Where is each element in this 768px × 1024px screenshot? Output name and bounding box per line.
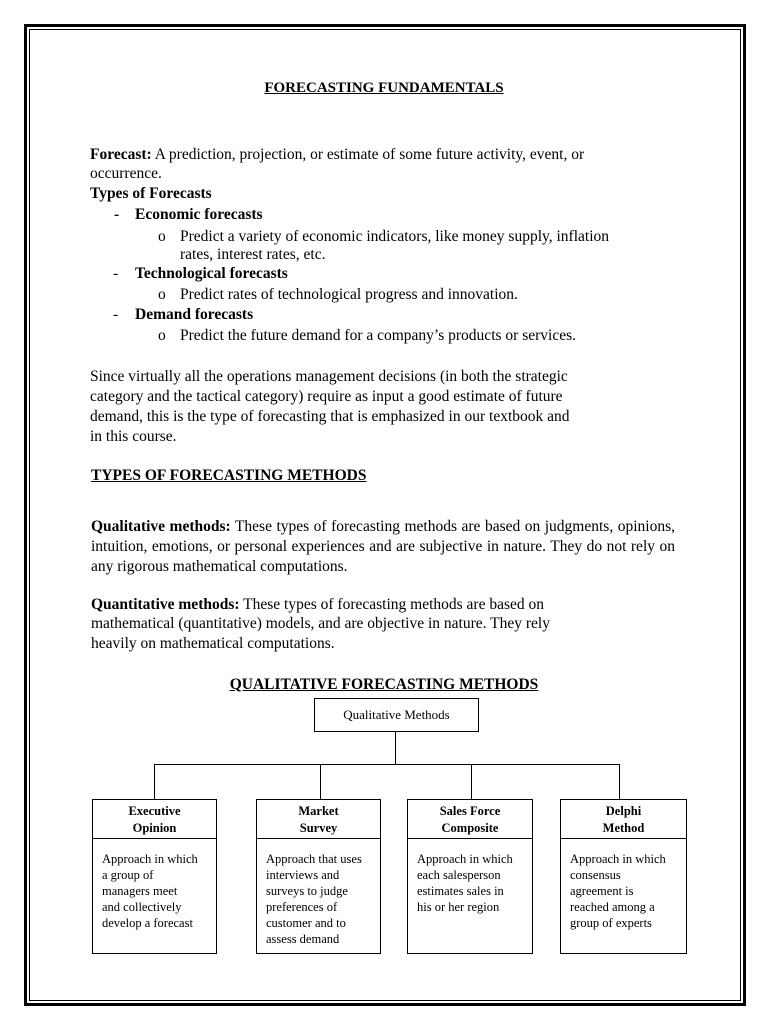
executive-opinion-desc-box: [92, 838, 217, 954]
market-survey-desc-line: assess demand: [266, 932, 340, 946]
since-paragraph-line2: category and the tactical category) require as input a good estimate of future: [90, 388, 563, 405]
executive-opinion-desc-line: a group of: [102, 868, 154, 882]
connector-child-1: [154, 764, 155, 799]
quantitative-line3: heavily on mathematical computations.: [91, 635, 335, 652]
delphi-method-title-box: [560, 799, 687, 839]
diagram-heading: QUALITATIVE FORECASTING METHODS: [229, 676, 539, 693]
qualitative-paragraph: [91, 517, 675, 577]
type-technological-bullet: o: [158, 286, 166, 303]
executive-opinion-desc-line: develop a forecast: [102, 916, 193, 930]
connector-child-2: [320, 764, 321, 799]
since-paragraph-line3: demand, this is the type of forecasting that is emphasized in our textbook and: [90, 408, 570, 425]
type-demand-dash: -: [113, 306, 119, 323]
sales-force-composite-title-box: [407, 799, 533, 839]
page-title: FORECASTING FUNDAMENTALS: [264, 80, 504, 96]
type-technological-desc: Predict rates of technological progress and innovation.: [180, 286, 518, 303]
type-economic-label: Economic forecasts: [135, 206, 263, 223]
market-survey-desc-line: surveys to judge: [266, 884, 348, 898]
connector-horizontal: [154, 764, 620, 765]
quantitative-line1: [91, 595, 544, 615]
delphi-method-title-line1: Delphi: [605, 804, 642, 818]
market-survey-title-line1: Market: [298, 804, 339, 818]
sales-force-composite-desc-line: his or her region: [417, 900, 500, 914]
type-economic-dash: -: [114, 206, 120, 223]
type-demand-bullet: o: [158, 327, 166, 344]
type-technological-dash: -: [113, 265, 119, 282]
connector-child-3: [471, 764, 472, 799]
quantitative-term: Quantitative methods:: [91, 596, 240, 613]
delphi-method-title-line2: Method: [602, 821, 645, 835]
sales-force-composite-title-line2: Composite: [441, 821, 499, 835]
sales-force-composite-desc-line: Approach in which: [417, 852, 513, 866]
qualitative-text: These types of forecasting methods are based on judgments, opinions, intuition, emotions, or personal experiences and are subjective in nature. They do not rely on any rigorous mathematical computations.: [91, 518, 675, 575]
diagram-root-box: [314, 698, 479, 732]
delphi-method-desc-line: agreement is: [570, 884, 634, 898]
delphi-method-desc-line: consensus: [570, 868, 621, 882]
market-survey-desc-box: [256, 838, 381, 954]
market-survey-desc-line: customer and to: [266, 916, 346, 930]
sales-force-composite-desc-line: estimates sales in: [417, 884, 504, 898]
executive-opinion-title-line2: Opinion: [132, 821, 177, 835]
executive-opinion-desc-line: and collectively: [102, 900, 182, 914]
delphi-method-desc-line: Approach in which: [570, 852, 666, 866]
quantitative-line2: mathematical (quantitative) models, and are objective in nature. They rely: [91, 615, 550, 632]
diagram-root-label: Qualitative Methods: [343, 707, 450, 722]
qualitative-term: Qualitative methods:: [91, 518, 231, 535]
market-survey-title-line2: Survey: [299, 821, 338, 835]
methods-heading: TYPES OF FORECASTING METHODS: [91, 467, 367, 484]
executive-opinion-title-line1: Executive: [128, 804, 181, 818]
since-paragraph-line4: in this course.: [90, 428, 177, 445]
types-heading: Types of Forecasts: [90, 185, 212, 202]
delphi-method-desc-line: group of experts: [570, 916, 652, 930]
type-economic-desc-line2: rates, interest rates, etc.: [180, 246, 326, 263]
connector-root-vertical: [395, 732, 396, 764]
quantitative-text-line1: These types of forecasting methods are based on: [243, 596, 545, 613]
connector-child-4: [619, 764, 620, 799]
type-economic-bullet: o: [158, 228, 166, 245]
market-survey-desc-line: preferences of: [266, 900, 338, 914]
delphi-method-desc-line: reached among a: [570, 900, 655, 914]
sales-force-composite-desc-line: each salesperson: [417, 868, 501, 882]
type-economic-desc-line1: Predict a variety of economic indicators, like money supply, inflation: [180, 228, 610, 245]
market-survey-desc-line: interviews and: [266, 868, 340, 882]
type-demand-desc: Predict the future demand for a company’s products or services.: [180, 327, 576, 344]
forecast-definition-line2: occurrence.: [90, 165, 162, 182]
sales-force-composite-title-line1: Sales Force: [439, 804, 501, 818]
delphi-method-desc-box: [560, 838, 687, 954]
executive-opinion-title-box: [92, 799, 217, 839]
forecast-term: Forecast:: [90, 146, 152, 163]
sales-force-composite-desc-box: [407, 838, 533, 954]
executive-opinion-desc-line: Approach in which: [102, 852, 198, 866]
executive-opinion-desc-line: managers meet: [102, 884, 178, 898]
forecast-definition-line1: [90, 145, 584, 165]
type-technological-label: Technological forecasts: [135, 265, 288, 282]
market-survey-title-box: [256, 799, 381, 839]
forecast-definition-text: A prediction, projection, or estimate of some future activity, event, or: [154, 146, 585, 163]
type-demand-label: Demand forecasts: [135, 306, 254, 323]
market-survey-desc-line: Approach that uses: [266, 852, 362, 866]
since-paragraph-line1: Since virtually all the operations management decisions (in both the strategic: [90, 368, 568, 385]
